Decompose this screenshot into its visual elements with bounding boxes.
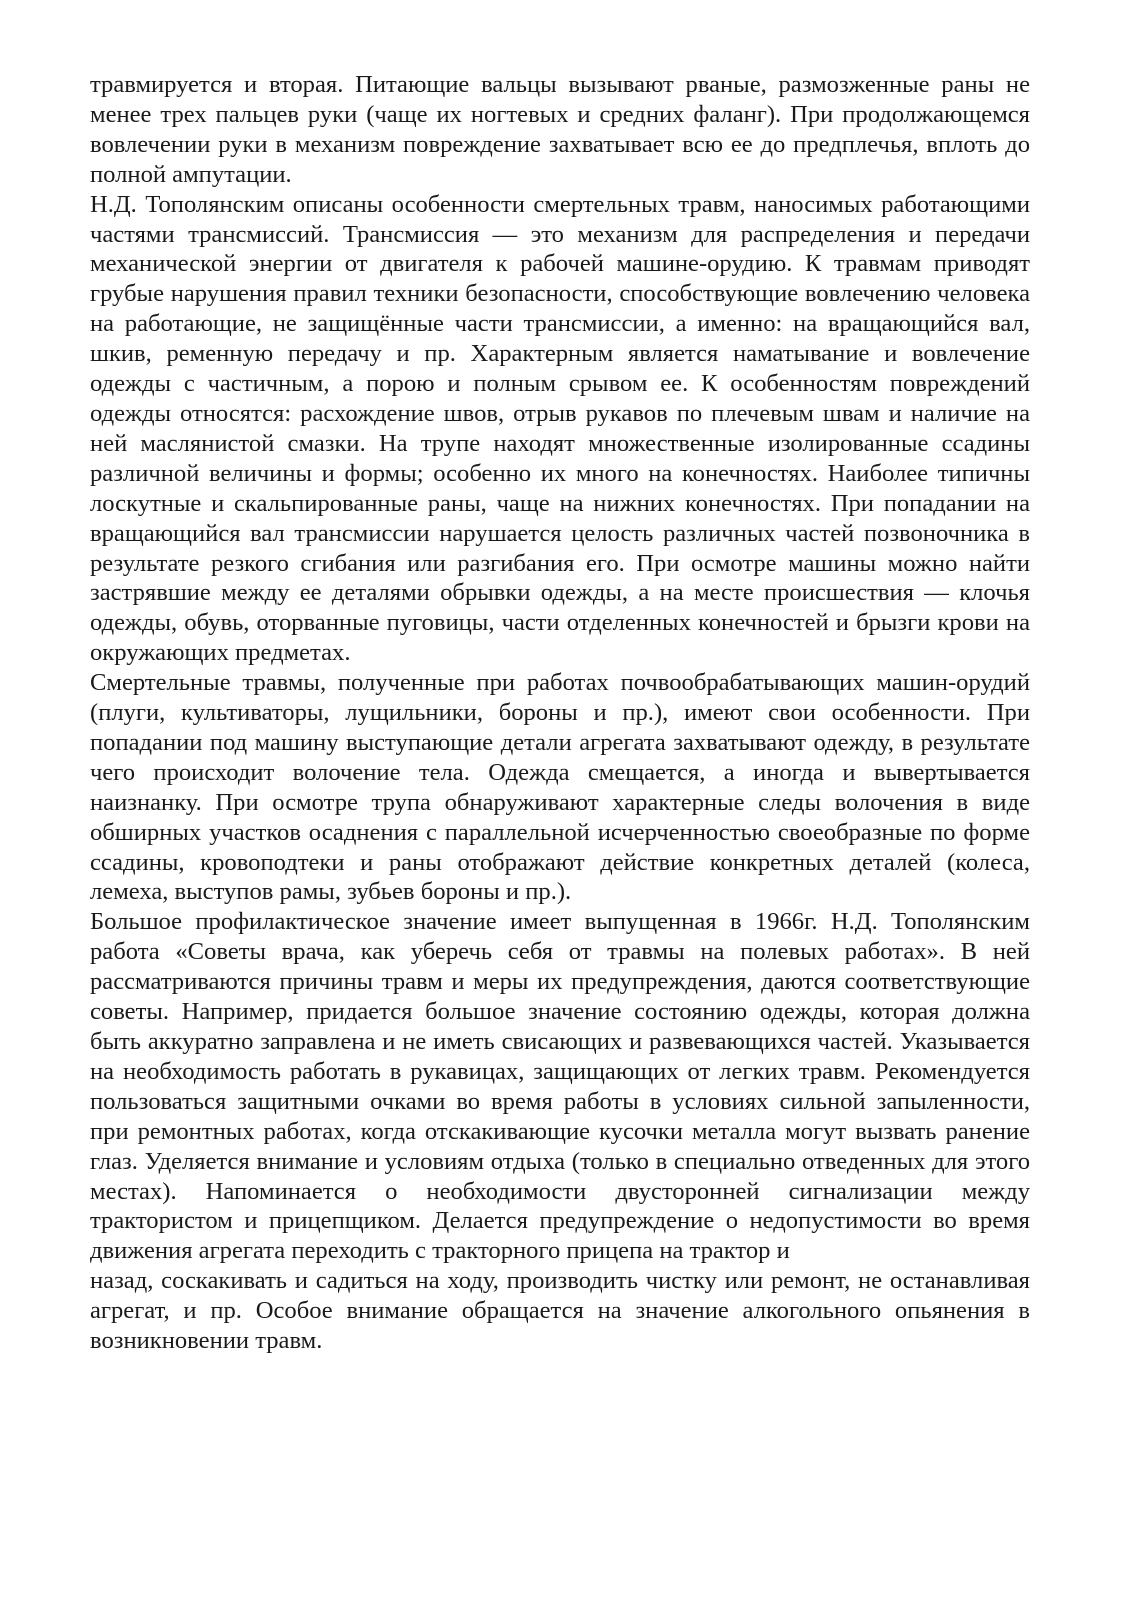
paragraph-prevention-continued: назад, соскакивать и садиться на ходу, производить чистку или ремонт, не останавливая агрегат, и пр. Особое внимание обращается на значение алкогольного опьянения в возникновении травм.: [90, 1267, 1030, 1355]
paragraph-prevention-advice: Большое профилактическое значение имеет выпущенная в 1966г. Н.Д. Тополянским работа «Советы врача, как уберечь себя от травмы на полевых работах». В ней рассматриваются причины травм и меры их предупреждения, даются соответствующие советы. Например, придается большое значение состоянию одежды, которая должна быть аккуратно заправлена и не иметь свисающих и развевающихся частей. Указывается на необходимость работать в рукавицах, защищающих от легких травм. Рекомендуется пользоваться защитными очками во время работы в условиях сильной запыленности, при ремонтных работах, когда отскакивающие кусочки металла могут вызвать ранение глаз. Уделяется внимание и условиям отдыха (только в специально отведенных для этого местах). Напоминается о необходимости двусторонней сигнализации между трактористом и прицепщиком. Делается предупреждение о недопустимости во время движения агрегата переходить с тракторного прицепа на трактор и: [90, 908, 1030, 1265]
paragraph-soil-machine-injuries: Смертельные травмы, полученные при работах почвообрабатывающих машин-орудий (плуги, культиваторы, лущильники, бороны и пр.), имеют свои особенности. При попадании под машину выступающие детали агрегата захватывают одежду, в результате чего происходит волочение тела. Одежда смещается, а иногда и вывертывается наизнанку. При осмотре трупа обнаруживают характерные следы волочения в виде обширных участков осаднения с параллельной исчерченностью своеобразные по форме ссадины, кровоподтеки и раны отображают действие конкретных деталей (колеса, лемеха, выступов рамы, зубьев бороны и пр.).: [90, 669, 1030, 906]
document-page: [90, 70, 1030, 1356]
paragraph-transmission-injuries: Н.Д. Тополянским описаны особенности смертельных травм, наносимых работающими частями трансмиссий. Трансмиссия — это механизм для распределения и передачи механической энергии от двигателя к рабочей машине-орудию. К травмам приводят грубые нарушения правил техники безопасности, способствующие вовлечению человека на работающие, не защищённые части трансмиссии, а именно: на вращающийся вал, шкив, ременную передачу и пр. Характерным является наматывание и вовлечение одежды с частичным, а порою и полным срывом ее. К особенностям повреждений одежды относятся: расхождение швов, отрыв рукавов по плечевым швам и наличие на ней маслянистой смазки. На трупе находят множественные изолированные ссадины различной величины и формы; особенно их много на конечностях. Наиболее типичны лоскутные и скальпированные раны, чаще на нижних конечностях. При попадании на вращающийся вал трансмиссии нарушается целость различных частей позвоночника в результате резкого сгибания или разгибания его. При осмотре машины можно найти застрявшие между ее деталями обрывки одежды, а на месте происшествия — клочья одежды, обувь, оторванные пуговицы, части отделенных конечностей и брызги крови на окружающих предметах.: [90, 190, 1030, 667]
paragraph-conveyor-injuries: травмируется и вторая. Питающие вальцы вызывают рваные, размозженные раны не менее трех пальцев руки (чаще их ногтевых и средних фаланг). При продолжающемся вовлечении руки в механизм повреждение захватывает всю ее до предплечья, вплоть до полной ампутации.: [90, 71, 1030, 188]
